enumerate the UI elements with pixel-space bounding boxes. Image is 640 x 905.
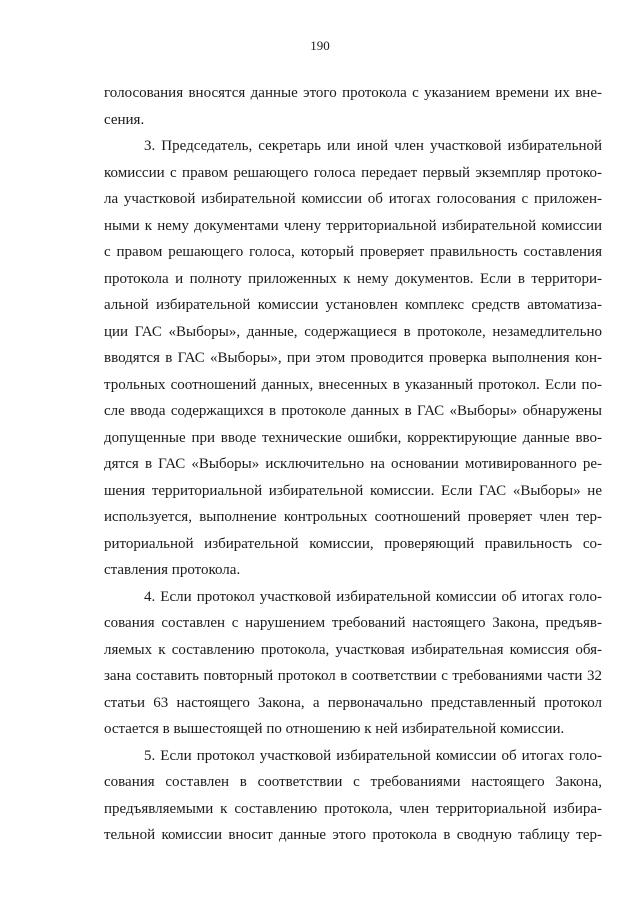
page-number: 190 xyxy=(310,38,330,53)
text-line: ла участковой избирательной комиссии об итогах голосования с приложен- xyxy=(104,191,602,207)
paragraph-start-line: 4. Если протокол участковой избирательной комиссии об итогах голо- xyxy=(144,588,602,605)
text-line: статьи 63 настоящего Закона, а первоначально представленный протокол xyxy=(104,694,602,711)
text-line: шения территориальной избирательной комиссии. Если ГАС «Выборы» не xyxy=(104,482,602,499)
text-line: ляемых к составлению протокола, участковая избирательная комиссия обя- xyxy=(104,641,602,658)
text-line: допущенные при вводе технические ошибки, корректирующие данные вво- xyxy=(104,429,602,446)
text-line: протокола и полноту приложенных к нему документов. Если в территори- xyxy=(104,270,602,287)
text-line: дятся в ГАС «Выборы» исключительно на основании мотивированного ре- xyxy=(104,456,602,472)
text-line: используется, выполнение контрольных соотношений проверяет член тер- xyxy=(104,509,602,525)
text-line: сения. xyxy=(104,111,145,128)
text-line: сования составлен в соответствии с требованиями настоящего Закона, xyxy=(104,774,602,790)
text-line: вводятся в ГАС «Выборы», при этом проводится проверка выполнения кон- xyxy=(104,350,602,366)
text-line: сле ввода содержащихся в протоколе данных в ГАС «Выборы» обнаружены xyxy=(104,403,602,419)
text-line: ции ГАС «Выборы», данные, содержащиеся в протоколе, незамедлительно xyxy=(104,323,602,340)
text-line: ставления протокола. xyxy=(104,562,241,578)
text-line: остается в вышестоящей по отношению к ней избирательной комиссии. xyxy=(104,721,565,737)
text-line: предъявляемыми к составлению протокола, член территориальной избира- xyxy=(104,800,602,817)
document-body xyxy=(104,80,602,849)
paragraph-start-line: 3. Председатель, секретарь или иной член участковой избирательной xyxy=(144,138,602,154)
text-line: голосования вносятся данные этого протокола с указанием времени их вне- xyxy=(104,85,602,101)
text-line: сования составлен с нарушением требований настоящего Закона, предъяв- xyxy=(104,615,602,631)
text-line: зана составить повторный протокол в соответствии с требованиями части 32 xyxy=(104,668,602,684)
paragraph-start-line: 5. Если протокол участковой избирательной комиссии об итогах голо- xyxy=(144,747,602,764)
text-line: трольных соотношений данных, внесенных в указанный протокол. Если по- xyxy=(104,376,602,393)
text-line: комиссии с правом решающего голоса передает первый экземпляр протоко- xyxy=(104,164,602,181)
text-line: тельной комиссии вносит данные этого протокола в сводную таблицу тер- xyxy=(104,827,602,843)
text-line: альной избирательной комиссии установлен комплекс средств автоматиза- xyxy=(104,297,602,313)
text-line: ными к нему документами члену территориальной избирательной комиссии xyxy=(104,217,602,234)
text-line: с правом решающего голоса, который проверяет правильность составления xyxy=(104,244,602,260)
text-line: риториальной избирательной комиссии, проверяющий правильность со- xyxy=(104,535,602,552)
